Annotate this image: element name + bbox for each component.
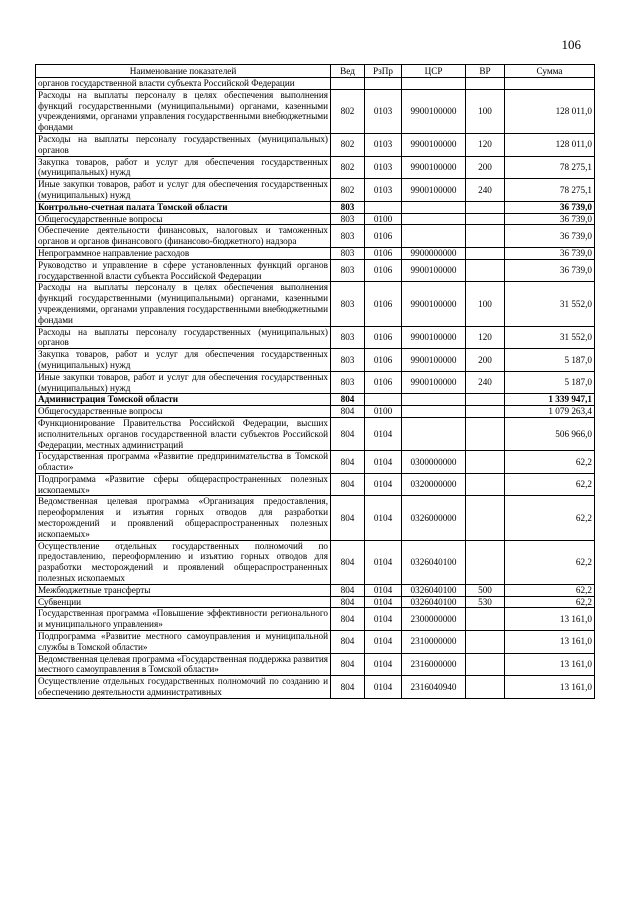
cell-vr: 530 <box>466 596 505 608</box>
cell-csr <box>402 406 466 418</box>
cell-ved: 803 <box>331 213 365 225</box>
cell-vr <box>466 259 505 282</box>
cell-name: Осуществление отдельных государственных полномочий по предоставлению, переоформлению и изъятию горных отводов для разработки месторождений и проявлений общераспространенных полезных ископаемых <box>36 540 331 584</box>
cell-rzpr: 0104 <box>365 676 402 699</box>
table-row <box>36 596 595 608</box>
cell-vr: 100 <box>466 89 505 133</box>
cell-sum: 128 011,0 <box>505 133 595 156</box>
cell-rzpr: 0100 <box>365 213 402 225</box>
cell-rzpr: 0106 <box>365 282 402 326</box>
cell-csr <box>402 394 466 406</box>
cell-ved: 803 <box>331 225 365 248</box>
cell-sum <box>505 78 595 90</box>
table-row <box>36 584 595 596</box>
cell-name: Контрольно-счетная палата Томской области <box>36 201 331 213</box>
cell-sum: 31 552,0 <box>505 282 595 326</box>
cell-rzpr: 0106 <box>365 259 402 282</box>
cell-name: Общегосударственные вопросы <box>36 406 331 418</box>
table-row <box>36 451 595 474</box>
cell-rzpr: 0106 <box>365 326 402 349</box>
cell-rzpr: 0104 <box>365 631 402 654</box>
cell-rzpr <box>365 201 402 213</box>
cell-ved: 802 <box>331 179 365 202</box>
cell-ved: 802 <box>331 133 365 156</box>
cell-name: Расходы на выплаты персоналу государственных (муниципальных) органов <box>36 326 331 349</box>
table-row <box>36 349 595 372</box>
cell-name: Руководство и управление в сфере установленных функций органов государственной власти субъекта Российской Федерации <box>36 259 331 282</box>
cell-csr: 9900100000 <box>402 133 466 156</box>
cell-vr <box>466 247 505 259</box>
cell-ved: 803 <box>331 371 365 394</box>
cell-sum: 62,2 <box>505 451 595 474</box>
cell-ved: 803 <box>331 247 365 259</box>
cell-csr: 9900100000 <box>402 179 466 202</box>
column-header-ved: Вед <box>331 65 365 78</box>
column-header-sum: Сумма <box>505 65 595 78</box>
cell-name: Расходы на выплаты персоналу государственных (муниципальных) органов <box>36 133 331 156</box>
cell-vr <box>466 496 505 540</box>
cell-ved: 802 <box>331 89 365 133</box>
cell-vr <box>466 78 505 90</box>
cell-ved: 804 <box>331 584 365 596</box>
cell-ved: 804 <box>331 676 365 699</box>
cell-vr <box>466 451 505 474</box>
cell-vr: 200 <box>466 156 505 179</box>
cell-sum: 1 079 263,4 <box>505 406 595 418</box>
cell-ved: 804 <box>331 596 365 608</box>
cell-csr: 0326040100 <box>402 540 466 584</box>
cell-sum: 36 739,0 <box>505 225 595 248</box>
table-row <box>36 417 595 450</box>
table-row <box>36 133 595 156</box>
cell-sum: 13 161,0 <box>505 676 595 699</box>
table-row <box>36 394 595 406</box>
cell-rzpr: 0103 <box>365 179 402 202</box>
cell-sum: 1 339 947,1 <box>505 394 595 406</box>
cell-rzpr: 0106 <box>365 371 402 394</box>
cell-name: Расходы на выплаты персоналу в целях обеспечения выполнения функций государственными (муниципальными) органами, казенными учреждениями, органами управления государственными внебюджетными фондами <box>36 89 331 133</box>
cell-ved: 803 <box>331 282 365 326</box>
cell-name: Осуществление отдельных государственных полномочий по созданию и обеспечению деятельности административных <box>36 676 331 699</box>
cell-csr: 9900100000 <box>402 349 466 372</box>
cell-csr: 9900100000 <box>402 89 466 133</box>
cell-rzpr: 0104 <box>365 584 402 596</box>
table-row <box>36 631 595 654</box>
cell-vr: 500 <box>466 584 505 596</box>
table-body <box>36 78 595 699</box>
cell-vr <box>466 473 505 496</box>
cell-csr: 2316000000 <box>402 653 466 676</box>
table-row <box>36 371 595 394</box>
table-row <box>36 247 595 259</box>
cell-vr: 200 <box>466 349 505 372</box>
cell-rzpr: 0104 <box>365 496 402 540</box>
cell-ved: 804 <box>331 417 365 450</box>
cell-ved: 804 <box>331 406 365 418</box>
cell-vr <box>466 540 505 584</box>
cell-name: Общегосударственные вопросы <box>36 213 331 225</box>
table-row <box>36 213 595 225</box>
cell-vr <box>466 608 505 631</box>
cell-vr: 240 <box>466 179 505 202</box>
cell-sum: 13 161,0 <box>505 608 595 631</box>
cell-rzpr: 0106 <box>365 349 402 372</box>
cell-csr <box>402 201 466 213</box>
cell-name: Обеспечение деятельности финансовых, налоговых и таможенных органов и органов финансового (финансово-бюджетного) надзора <box>36 225 331 248</box>
cell-sum: 62,2 <box>505 473 595 496</box>
column-header-rzpr: РзПр <box>365 65 402 78</box>
cell-name: Расходы на выплаты персоналу в целях обеспечения выполнения функций государственными (муниципальными) органами, казенными учреждениями, органами управления государственными внебюджетными фондами <box>36 282 331 326</box>
cell-ved: 804 <box>331 473 365 496</box>
table-row <box>36 156 595 179</box>
cell-rzpr: 0104 <box>365 608 402 631</box>
cell-rzpr: 0104 <box>365 473 402 496</box>
cell-csr <box>402 213 466 225</box>
table-header-row <box>36 65 595 78</box>
cell-name: Закупка товаров, работ и услуг для обеспечения государственных (муниципальных) нужд <box>36 349 331 372</box>
cell-csr: 9900100000 <box>402 282 466 326</box>
cell-vr: 120 <box>466 326 505 349</box>
table-row <box>36 540 595 584</box>
cell-csr: 0326000000 <box>402 496 466 540</box>
cell-csr: 0326040100 <box>402 584 466 596</box>
cell-sum: 36 739,0 <box>505 201 595 213</box>
table-row <box>36 201 595 213</box>
cell-sum: 36 739,0 <box>505 259 595 282</box>
table-row <box>36 496 595 540</box>
cell-rzpr: 0106 <box>365 247 402 259</box>
cell-csr: 0326040100 <box>402 596 466 608</box>
cell-name: органов государственной власти субъекта Российской Федерации <box>36 78 331 90</box>
cell-csr: 0300000000 <box>402 451 466 474</box>
cell-sum: 128 011,0 <box>505 89 595 133</box>
cell-csr: 9900000000 <box>402 247 466 259</box>
cell-name: Администрация Томской области <box>36 394 331 406</box>
cell-ved: 804 <box>331 496 365 540</box>
cell-ved: 804 <box>331 451 365 474</box>
cell-csr <box>402 225 466 248</box>
table-row <box>36 89 595 133</box>
cell-name: Ведомственная целевая программа «Государственная поддержка развития местного самоуправления в Томской области» <box>36 653 331 676</box>
cell-sum: 62,2 <box>505 584 595 596</box>
cell-rzpr: 0104 <box>365 596 402 608</box>
cell-rzpr: 0103 <box>365 133 402 156</box>
cell-name: Функционирование Правительства Российской Федерации, высших исполнительных органов государственной власти субъектов Российской Федерации, местных администраций <box>36 417 331 450</box>
cell-sum: 31 552,0 <box>505 326 595 349</box>
cell-csr: 9900100000 <box>402 326 466 349</box>
cell-name: Подпрограмма «Развитие сферы общераспространенных полезных ископаемых» <box>36 473 331 496</box>
cell-ved: 802 <box>331 156 365 179</box>
table-row <box>36 78 595 90</box>
cell-csr: 0320000000 <box>402 473 466 496</box>
cell-ved <box>331 78 365 90</box>
cell-csr: 9900100000 <box>402 371 466 394</box>
cell-csr: 2300000000 <box>402 608 466 631</box>
table-row <box>36 326 595 349</box>
cell-name: Государственная программа «Повышение эффективности регионального и муниципального управления» <box>36 608 331 631</box>
cell-ved: 804 <box>331 631 365 654</box>
cell-name: Непрограммное направление расходов <box>36 247 331 259</box>
cell-sum: 5 187,0 <box>505 349 595 372</box>
table-row <box>36 406 595 418</box>
cell-sum: 62,2 <box>505 496 595 540</box>
cell-rzpr <box>365 78 402 90</box>
table-row <box>36 259 595 282</box>
table-row <box>36 282 595 326</box>
cell-rzpr: 0100 <box>365 406 402 418</box>
table-row <box>36 225 595 248</box>
cell-ved: 804 <box>331 394 365 406</box>
budget-table <box>35 64 595 699</box>
column-header-vr: ВР <box>466 65 505 78</box>
cell-ved: 804 <box>331 540 365 584</box>
cell-ved: 803 <box>331 349 365 372</box>
cell-name: Подпрограмма «Развитие местного самоуправления и муниципальной службы в Томской области» <box>36 631 331 654</box>
table-row <box>36 473 595 496</box>
cell-rzpr: 0104 <box>365 653 402 676</box>
page-number: 106 <box>561 37 581 52</box>
cell-name: Закупка товаров, работ и услуг для обеспечения государственных (муниципальных) нужд <box>36 156 331 179</box>
cell-sum: 36 739,0 <box>505 213 595 225</box>
cell-sum: 13 161,0 <box>505 631 595 654</box>
cell-ved: 804 <box>331 653 365 676</box>
cell-name: Государственная программа «Развитие предпринимательства в Томской области» <box>36 451 331 474</box>
cell-sum: 36 739,0 <box>505 247 595 259</box>
cell-vr <box>466 201 505 213</box>
cell-vr <box>466 225 505 248</box>
cell-vr <box>466 394 505 406</box>
cell-vr: 100 <box>466 282 505 326</box>
cell-rzpr: 0104 <box>365 540 402 584</box>
cell-rzpr: 0104 <box>365 417 402 450</box>
cell-vr <box>466 653 505 676</box>
cell-ved: 803 <box>331 201 365 213</box>
table-row <box>36 653 595 676</box>
cell-csr: 9900100000 <box>402 259 466 282</box>
cell-ved: 803 <box>331 326 365 349</box>
cell-csr <box>402 78 466 90</box>
cell-rzpr <box>365 394 402 406</box>
cell-name: Субвенции <box>36 596 331 608</box>
cell-rzpr: 0104 <box>365 451 402 474</box>
cell-name: Иные закупки товаров, работ и услуг для обеспечения государственных (муниципальных) нужд <box>36 179 331 202</box>
cell-vr <box>466 676 505 699</box>
cell-rzpr: 0106 <box>365 225 402 248</box>
cell-csr: 2310000000 <box>402 631 466 654</box>
cell-vr <box>466 417 505 450</box>
column-header-csr: ЦСР <box>402 65 466 78</box>
cell-vr <box>466 213 505 225</box>
cell-name: Межбюджетные трансферты <box>36 584 331 596</box>
cell-name: Ведомственная целевая программа «Организация предоставления, переоформления и изъятия горных отводов для разработки месторождений и проявлений общераспространенных полезных ископаемых» <box>36 496 331 540</box>
cell-ved: 804 <box>331 608 365 631</box>
column-header-name: Наименование показателей <box>36 65 331 78</box>
cell-sum: 62,2 <box>505 540 595 584</box>
cell-vr: 120 <box>466 133 505 156</box>
cell-csr <box>402 417 466 450</box>
cell-sum: 506 966,0 <box>505 417 595 450</box>
table-row <box>36 608 595 631</box>
cell-vr: 240 <box>466 371 505 394</box>
cell-sum: 62,2 <box>505 596 595 608</box>
cell-sum: 13 161,0 <box>505 653 595 676</box>
cell-csr: 9900100000 <box>402 156 466 179</box>
cell-ved: 803 <box>331 259 365 282</box>
table-row <box>36 676 595 699</box>
cell-rzpr: 0103 <box>365 156 402 179</box>
cell-sum: 78 275,1 <box>505 179 595 202</box>
cell-name: Иные закупки товаров, работ и услуг для обеспечения государственных (муниципальных) нужд <box>36 371 331 394</box>
cell-vr <box>466 631 505 654</box>
cell-vr <box>466 406 505 418</box>
table-row <box>36 179 595 202</box>
cell-sum: 5 187,0 <box>505 371 595 394</box>
cell-csr: 2316040940 <box>402 676 466 699</box>
cell-sum: 78 275,1 <box>505 156 595 179</box>
cell-rzpr: 0103 <box>365 89 402 133</box>
